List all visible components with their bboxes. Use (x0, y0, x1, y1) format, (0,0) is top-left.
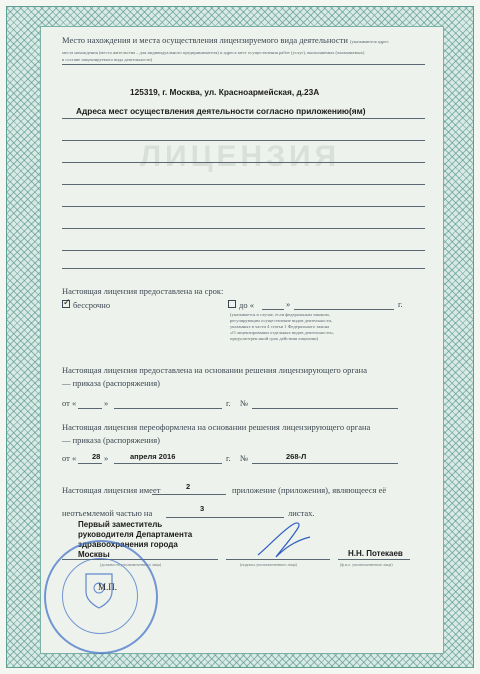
until-quote: » (286, 299, 291, 309)
position-line-4: Москвы (78, 550, 110, 559)
basis-no: № (240, 398, 249, 408)
term-note-5: предусмотрен иной срок действия лицензии) (230, 336, 319, 341)
address-line-5 (62, 206, 425, 207)
reissue-month-year: апреля 2016 (130, 452, 176, 461)
checkbox-empty-icon (228, 300, 236, 308)
caption-name: (ф.и.о. уполномоченного лица) (340, 562, 393, 567)
signatory-name: Н.Н. Потекаев (348, 549, 403, 558)
reissue-day-line (78, 463, 102, 464)
basis-year-suffix: г. (226, 398, 231, 408)
basis-from: от « (62, 398, 77, 408)
basis-number-line (252, 408, 398, 409)
address-line-6 (62, 228, 425, 229)
reissue-from: от « (62, 453, 77, 463)
header-title: Место нахождения и места осуществления лицензируемого вида деятельности (указываются адрес (62, 35, 389, 45)
appendix-text-2b: листах. (288, 508, 315, 518)
basis-text-1: Настоящая лицензия предоставлена на основании решения лицензирующего органа (62, 365, 367, 375)
address: 125319, г. Москва, ул. Красноармейская, д.23А (130, 87, 320, 97)
position-line-2: руководителя Департамента (78, 530, 193, 539)
address-line-1 (62, 118, 425, 119)
until-day-line (262, 309, 284, 310)
appendix-count: 2 (186, 482, 191, 491)
checkbox-checked-icon: ✓ (63, 297, 71, 307)
appendix-text-2a: неотъемлемой частью на (62, 508, 153, 518)
term-note-1: (указывается в случае, если федеральным законом, (230, 312, 330, 317)
reissue-number-line (252, 463, 398, 464)
header-subtitle-2: в составе лицензируемого вида деятельности) (62, 57, 153, 62)
reissue-text-2: — приказа (распоряжения) (62, 435, 160, 445)
reissue-text-1: Настоящая лицензия переоформлена на основании решения лицензирующего органа (62, 422, 371, 432)
reissue-no: № (240, 453, 249, 463)
term-label: Настоящая лицензия предоставлена на срок: (62, 286, 224, 296)
until-year-suffix: г. (398, 299, 403, 309)
handwritten-signature (250, 515, 320, 565)
header-line (62, 64, 425, 65)
reissue-year-suffix: г. (226, 453, 231, 463)
position-line-3: здравоохранения города (78, 540, 178, 549)
caption-signature: (подпись уполномоченного лица) (240, 562, 297, 567)
reissue-number: 268-Л (286, 452, 307, 461)
checkbox-perpetual: ✓ бессрочно (63, 297, 111, 310)
until-date-line (294, 309, 394, 310)
term-note-3: указанных в части 4 статьи 1 Федерального закона (230, 324, 330, 329)
addresses-note: Адреса мест осуществления деятельности согласно приложению(ям) (76, 106, 366, 116)
term-note-2: регулирующим осуществление видов деятельности, (230, 318, 333, 323)
address-line-7 (62, 250, 425, 251)
name-line (338, 559, 410, 560)
caption-position: (должность уполномоченного лица) (100, 562, 162, 567)
basis-text-2: — приказа (распоряжения) (62, 378, 160, 388)
reissue-date-line (114, 463, 222, 464)
basis-day-line (78, 408, 102, 409)
stamp-label: М.П. (98, 582, 118, 592)
term-note-4: «О лицензировании отдельных видов деятельности», (230, 330, 335, 335)
address-line-4 (62, 184, 425, 185)
appendix-sheets: 3 (200, 504, 205, 513)
address-line-8 (62, 268, 425, 269)
address-line-2 (62, 140, 425, 141)
basis-date-line (114, 408, 222, 409)
watermark: ЛИЦЕНЗИЯ (140, 140, 341, 173)
appendix-text-1a: Настоящая лицензия имеет (62, 485, 161, 495)
appendix-count-line (152, 494, 226, 495)
reissue-day: 28 (92, 452, 101, 461)
position-line-1: Первый заместитель (78, 520, 163, 529)
header-subtitle-1: места нахождения (места жительства – для индивидуального предпринимателя) и адреса мест осуществления работ (услуг), выполняемых (оказываемых) (62, 50, 365, 55)
checkbox-until: до « (228, 300, 254, 311)
reissue-quote: » (104, 453, 109, 463)
address-line-3 (62, 162, 425, 163)
appendix-text-1b: приложение (приложения), являющееся её (232, 485, 387, 495)
basis-quote: » (104, 398, 109, 408)
